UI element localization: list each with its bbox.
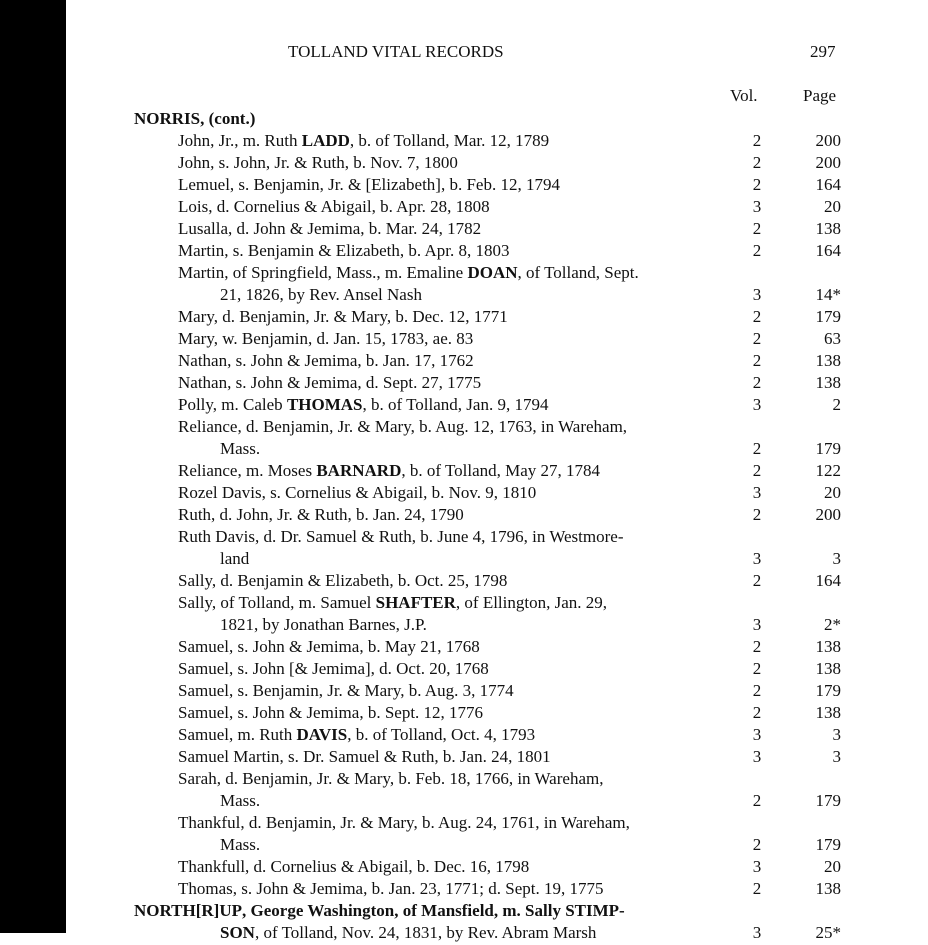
record-row (0, 681, 928, 703)
record-row (0, 285, 928, 307)
record-text: Samuel, s. John & Jemima, b. Sept. 12, 1776 (178, 703, 484, 722)
record-page: 179 (815, 835, 841, 854)
record-page: 3 (832, 549, 841, 568)
record-text: SON, of Tolland, Nov. 24, 1831, by Rev. Abram Marsh (220, 923, 597, 942)
record-row (0, 461, 928, 483)
record-row (0, 483, 928, 505)
record-vol: 2 (752, 307, 762, 326)
record-page: 25* (815, 923, 841, 942)
record-page: 138 (815, 219, 841, 238)
record-row (0, 791, 928, 813)
record-vol: 3 (752, 747, 762, 766)
column-header-page: Page (803, 86, 837, 105)
record-vol: 2 (752, 461, 762, 480)
record-text: Samuel, s. John [& Jemima], d. Oct. 20, 1768 (178, 659, 489, 678)
record-vol: 2 (752, 241, 762, 260)
record-row (0, 725, 928, 747)
record-vol: 3 (752, 285, 762, 304)
record-page: 63 (824, 329, 841, 348)
record-page: 20 (824, 197, 841, 216)
column-header-vol: Vol. (730, 86, 758, 105)
record-text: Thankful, d. Benjamin, Jr. & Mary, b. Aug. 24, 1761, in Wareham, (178, 813, 630, 832)
record-page: 138 (815, 703, 841, 722)
record-text: Ruth Davis, d. Dr. Samuel & Ruth, b. June 4, 1796, in Westmore- (178, 527, 624, 546)
record-text: Lemuel, s. Benjamin, Jr. & [Elizabeth], b. Feb. 12, 1794 (178, 175, 560, 194)
record-text: 1821, by Jonathan Barnes, J.P. (220, 615, 427, 634)
record-vol: 2 (752, 637, 762, 656)
record-text: Polly, m. Caleb THOMAS, b. of Tolland, Jan. 9, 1794 (178, 395, 549, 414)
surname-heading: NORTH[R]UP, George Washington, of Mansfield, m. Sally STIMP- (134, 901, 625, 920)
record-page: 138 (815, 373, 841, 392)
record-vol: 2 (752, 131, 762, 150)
record-vol: 3 (752, 483, 762, 502)
record-row (0, 593, 928, 615)
record-text: Reliance, d. Benjamin, Jr. & Mary, b. Aug. 12, 1763, in Wareham, (178, 417, 628, 436)
record-row (0, 549, 928, 571)
record-row (0, 395, 928, 417)
record-text: Ruth, d. John, Jr. & Ruth, b. Jan. 24, 1790 (178, 505, 464, 524)
record-page: 164 (815, 175, 841, 194)
record-text: 21, 1826, by Rev. Ansel Nash (220, 285, 422, 304)
record-vol: 2 (752, 571, 762, 590)
record-row (0, 153, 928, 175)
record-text: Sally, d. Benjamin & Elizabeth, b. Oct. 25, 1798 (178, 571, 508, 590)
record-vol: 2 (752, 153, 762, 172)
record-vol: 2 (752, 703, 762, 722)
record-row (0, 923, 928, 945)
record-row (0, 527, 928, 549)
record-page: 200 (815, 505, 841, 524)
record-row (0, 747, 928, 769)
record-page: 179 (815, 791, 841, 810)
record-text: Mass. (220, 791, 261, 810)
record-page: 3 (832, 725, 841, 744)
record-text: Mass. (220, 835, 261, 854)
record-row (0, 329, 928, 351)
record-row (0, 659, 928, 681)
record-vol: 2 (752, 791, 762, 810)
record-text: Rozel Davis, s. Cornelius & Abigail, b. Nov. 9, 1810 (178, 483, 537, 502)
record-vol: 3 (752, 549, 762, 568)
record-text: Mary, w. Benjamin, d. Jan. 15, 1783, ae. 83 (178, 329, 474, 348)
record-page: 138 (815, 637, 841, 656)
record-row (0, 241, 928, 263)
record-row (0, 857, 928, 879)
record-text: Nathan, s. John & Jemima, d. Sept. 27, 1775 (178, 373, 482, 392)
record-row (0, 219, 928, 241)
record-page: 179 (815, 439, 841, 458)
record-page: 179 (815, 307, 841, 326)
record-page: 164 (815, 571, 841, 590)
record-text: Mass. (220, 439, 261, 458)
record-row (0, 197, 928, 219)
record-page: 3 (832, 747, 841, 766)
record-text: Sarah, d. Benjamin, Jr. & Mary, b. Feb. 18, 1766, in Wareham, (178, 769, 604, 788)
record-text: John, s. John, Jr. & Ruth, b. Nov. 7, 1800 (178, 153, 458, 172)
record-page: 2* (824, 615, 841, 634)
record-row (0, 263, 928, 285)
surname-heading: NORRIS, (cont.) (134, 109, 256, 128)
record-page: 138 (815, 351, 841, 370)
record-page: 20 (824, 483, 841, 502)
record-vol: 3 (752, 725, 762, 744)
record-vol: 2 (752, 879, 762, 898)
record-vol: 2 (752, 439, 762, 458)
record-text: Mary, d. Benjamin, Jr. & Mary, b. Dec. 12, 1771 (178, 307, 508, 326)
record-vol: 3 (752, 923, 762, 942)
record-vol: 2 (752, 505, 762, 524)
record-vol: 2 (752, 219, 762, 238)
record-list (0, 109, 928, 945)
record-row (0, 835, 928, 857)
record-text: Thomas, s. John & Jemima, b. Jan. 23, 1771; d. Sept. 19, 1775 (178, 879, 604, 898)
record-row (0, 769, 928, 791)
record-text: Lois, d. Cornelius & Abigail, b. Apr. 28, 1808 (178, 197, 490, 216)
record-vol: 2 (752, 681, 762, 700)
record-row (0, 571, 928, 593)
record-page: 200 (815, 153, 841, 172)
record-text: Samuel, m. Ruth DAVIS, b. of Tolland, Oct. 4, 1793 (178, 725, 536, 744)
record-text: Nathan, s. John & Jemima, b. Jan. 17, 1762 (178, 351, 474, 370)
record-row (0, 175, 928, 197)
record-vol: 2 (752, 351, 762, 370)
record-text: Samuel, s. Benjamin, Jr. & Mary, b. Aug. 3, 1774 (178, 681, 514, 700)
record-row (0, 417, 928, 439)
record-page: 122 (815, 461, 841, 480)
record-row (0, 307, 928, 329)
surname-heading-row (0, 901, 928, 923)
record-page: 138 (815, 879, 841, 898)
record-row (0, 373, 928, 395)
record-row (0, 439, 928, 461)
record-vol: 2 (752, 329, 762, 348)
record-vol: 2 (752, 373, 762, 392)
record-row (0, 637, 928, 659)
record-text: land (220, 549, 250, 568)
record-page: 164 (815, 241, 841, 260)
record-text: John, Jr., m. Ruth LADD, b. of Tolland, Mar. 12, 1789 (178, 131, 550, 150)
record-vol: 2 (752, 659, 762, 678)
record-text: Samuel Martin, s. Dr. Samuel & Ruth, b. Jan. 24, 1801 (178, 747, 551, 766)
record-text: Martin, s. Benjamin & Elizabeth, b. Apr. 8, 1803 (178, 241, 510, 260)
page-header (0, 42, 928, 66)
page-title: TOLLAND VITAL RECORDS (288, 42, 504, 61)
record-vol: 2 (752, 175, 762, 194)
record-text: Reliance, m. Moses BARNARD, b. of Tolland, May 27, 1784 (178, 461, 601, 480)
record-row (0, 813, 928, 835)
record-text: Lusalla, d. John & Jemima, b. Mar. 24, 1782 (178, 219, 482, 238)
record-vol: 3 (752, 615, 762, 634)
record-vol: 3 (752, 395, 762, 414)
record-row (0, 351, 928, 373)
record-text: Sally, of Tolland, m. Samuel SHAFTER, of Ellington, Jan. 29, (178, 593, 608, 612)
record-page: 179 (815, 681, 841, 700)
record-row (0, 505, 928, 527)
record-page: 20 (824, 857, 841, 876)
record-text: Thankfull, d. Cornelius & Abigail, b. Dec. 16, 1798 (178, 857, 530, 876)
record-page: 2 (832, 395, 841, 414)
record-vol: 3 (752, 857, 762, 876)
record-row (0, 615, 928, 637)
record-text: Martin, of Springfield, Mass., m. Emaline DOAN, of Tolland, Sept. (178, 263, 639, 282)
record-page: 138 (815, 659, 841, 678)
surname-heading-row (0, 109, 928, 131)
record-page: 14* (815, 285, 841, 304)
record-text: Samuel, s. John & Jemima, b. May 21, 1768 (178, 637, 480, 656)
record-vol: 2 (752, 835, 762, 854)
page-number: 297 (810, 42, 836, 61)
record-row (0, 131, 928, 153)
record-row (0, 879, 928, 901)
record-vol: 3 (752, 197, 762, 216)
record-row (0, 703, 928, 725)
record-page: 200 (815, 131, 841, 150)
column-headers (0, 86, 928, 108)
